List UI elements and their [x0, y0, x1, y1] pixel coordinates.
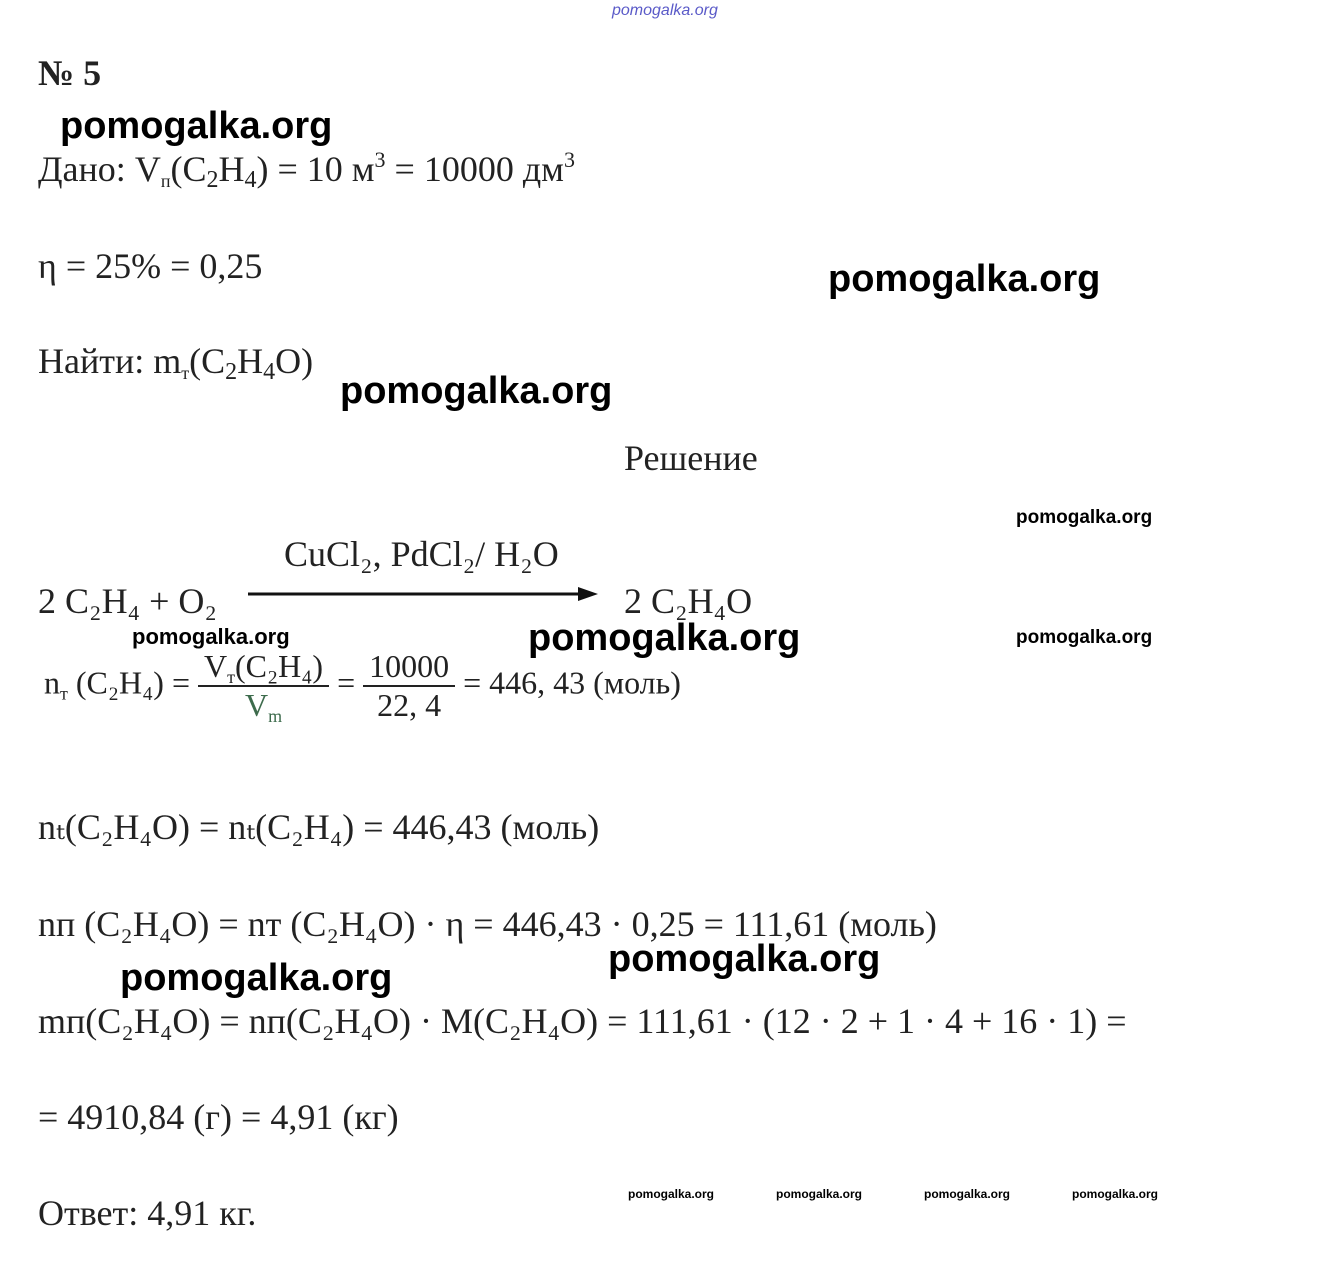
given-label: Дано:: [38, 149, 126, 189]
find-sub: т: [181, 363, 190, 383]
given-c-sub: 2: [206, 167, 219, 193]
watermark-7: pomogalka.org: [1016, 627, 1153, 648]
given-sup2: 3: [563, 147, 575, 172]
watermark-3: pomogalka.org: [340, 370, 613, 412]
formula-amount-ethylene: [44, 648, 681, 724]
f1-num2: 10000: [363, 648, 455, 687]
find-h-sub: 4: [263, 359, 276, 385]
watermark-2: pomogalka.org: [828, 258, 1101, 300]
given-h-sub: 4: [244, 167, 257, 193]
given-eq2: = 10000 дм: [385, 149, 564, 189]
find-h: H: [237, 341, 264, 381]
f1-fraction-2: [363, 648, 455, 724]
eta-line: η = 25% = 0,25: [38, 246, 263, 286]
watermark-5: pomogalka.org: [132, 624, 290, 649]
given-v: V: [134, 149, 161, 189]
line-practical-mass: mп(C₂H₄O) = nп(C₂H₄O) · M(C₂H₄O) = 111,61 · (12 · 2 + 1 · 4 + 16 · 1) =: [38, 1001, 1127, 1041]
reaction-left: 2 C₂H₄ + O₂: [38, 581, 217, 621]
find-rest1: (C: [189, 341, 226, 381]
given-sup1: 3: [374, 147, 386, 172]
f1-lhs-sub: т: [60, 683, 68, 704]
watermark-12: pomogalka.org: [924, 1187, 1011, 1201]
f1-lhs-paren: (C₂H₄) =: [75, 664, 190, 701]
watermark-1: pomogalka.org: [60, 105, 333, 147]
watermark-10: pomogalka.org: [628, 1187, 715, 1201]
f1-den1: $V_m$: [244, 687, 283, 726]
f1-eq: =: [337, 664, 356, 701]
f1-result: = 446, 43 (моль): [463, 664, 681, 701]
find-label: Найти: m: [38, 341, 182, 381]
watermark-13: pomogalka.org: [1072, 1187, 1159, 1201]
watermark-11: pomogalka.org: [776, 1187, 863, 1201]
watermark-9: pomogalka.org: [120, 957, 393, 999]
find-rest2: O): [275, 341, 314, 381]
reaction-catalyst: CuCl₂, PdCl₂/ H₂O: [284, 534, 559, 574]
given-formula-open: (C: [170, 149, 207, 189]
answer-line: Ответ: 4,91 кг.: [38, 1193, 257, 1233]
reaction-right: 2 C₂H₄O: [624, 581, 753, 621]
given-h: H: [218, 149, 245, 189]
top-watermark: pomogalka.org: [612, 2, 718, 19]
given-v-sub: п: [160, 171, 171, 191]
watermark-6: pomogalka.org: [528, 617, 801, 659]
watermark-8: pomogalka.org: [608, 938, 881, 980]
f1-den2: 22, 4: [377, 687, 442, 723]
solution-heading: Решение: [624, 438, 758, 478]
line-amount-oxide: nₜ(C₂H₄O) = nₜ(C₂H₄) = 446,43 (моль): [38, 807, 600, 847]
given-line: [38, 147, 575, 193]
watermark-4: pomogalka.org: [1016, 507, 1153, 528]
f1-num1: $V_т(C_2H_4)$: [198, 648, 329, 687]
f1-fraction-1: [198, 648, 329, 724]
line-practical-amount: nп (C₂H₄O) = nт (C₂H₄O) · η = 446,43 · 0,25 = 111,61 (моль): [38, 904, 937, 944]
find-line: [38, 340, 314, 385]
reaction-arrow-icon: [248, 584, 600, 604]
line-mass-result: = 4910,84 (г) = 4,91 (кг): [38, 1097, 399, 1137]
problem-number: № 5: [38, 53, 102, 93]
given-rest: ) = 10 м: [256, 149, 375, 189]
find-c-sub: 2: [225, 359, 238, 385]
f1-lhs: n: [44, 664, 60, 701]
